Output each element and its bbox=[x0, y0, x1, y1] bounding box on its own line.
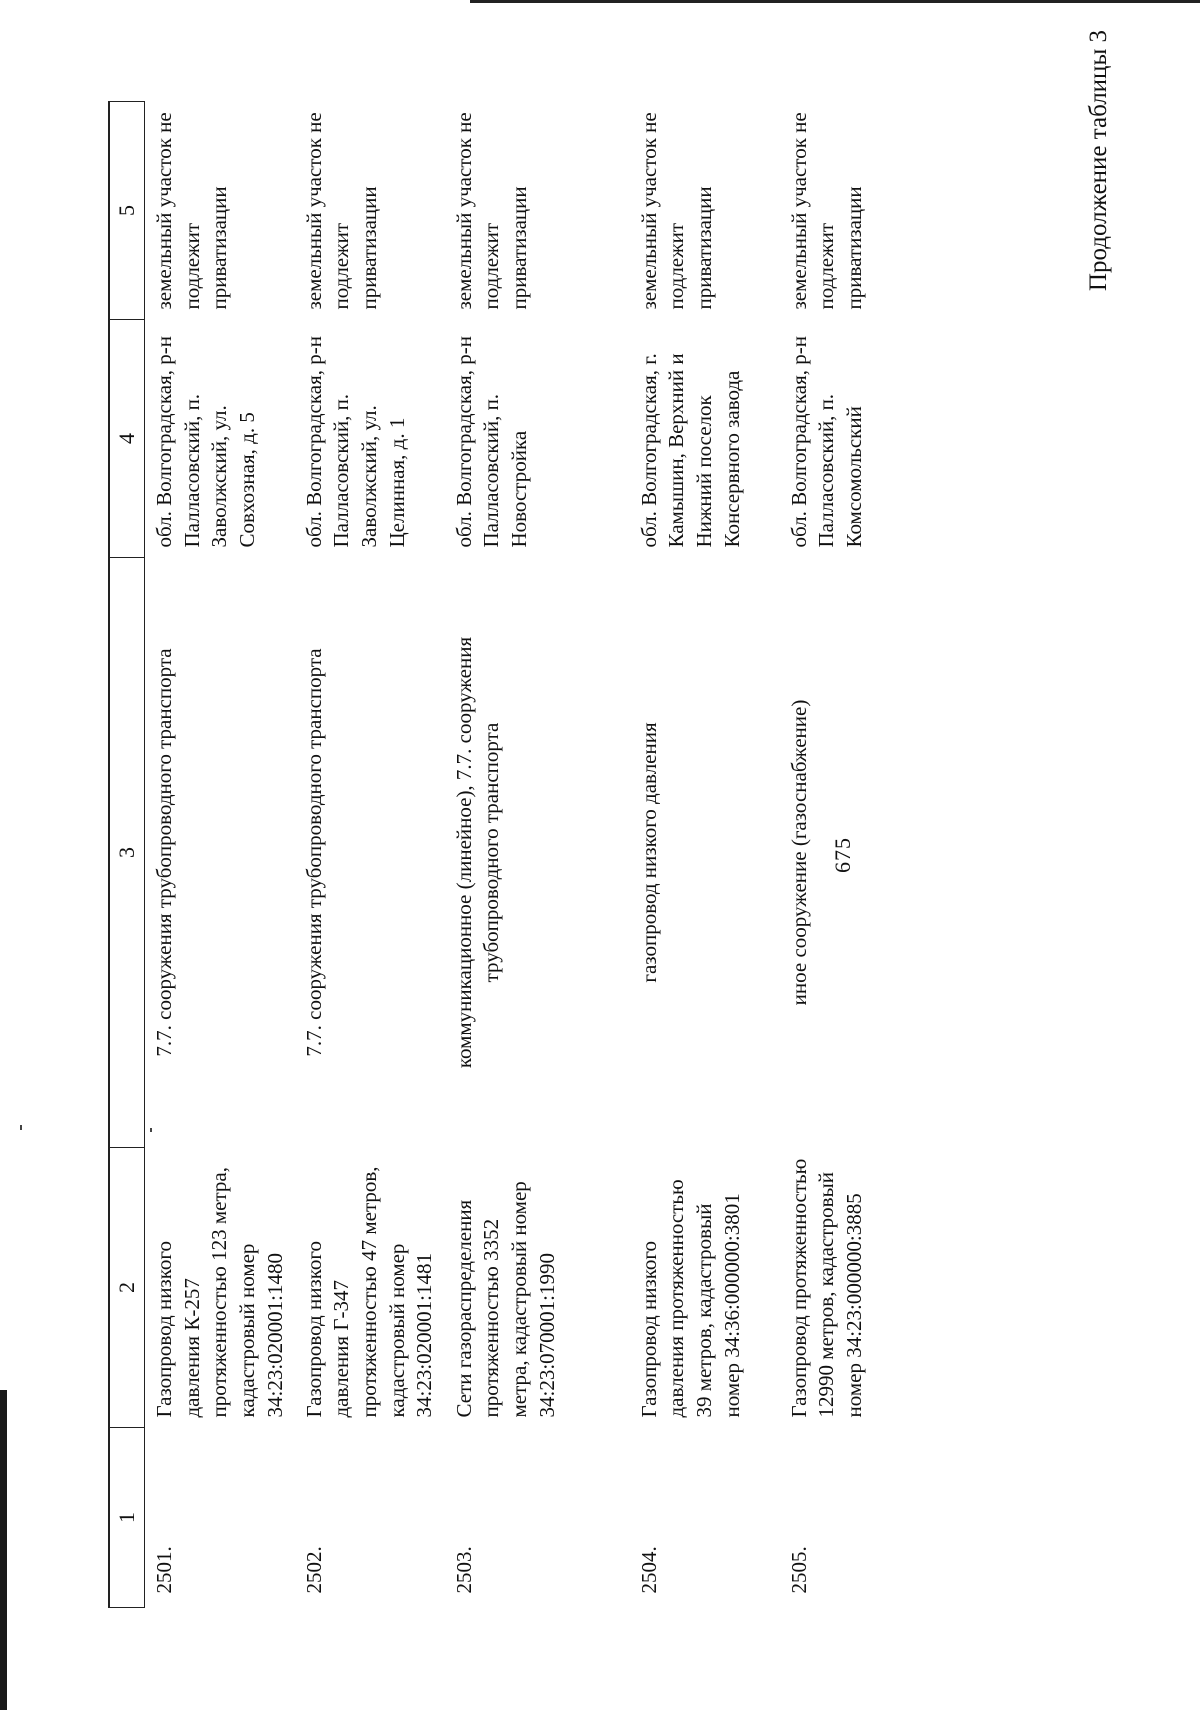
column-header: 1 bbox=[109, 1428, 145, 1608]
table-row bbox=[630, 102, 780, 1608]
column-header: 4 bbox=[109, 320, 145, 558]
row-note: земельный участок не подлежит приватизации bbox=[451, 112, 531, 310]
row-number: 2505. bbox=[786, 1546, 811, 1594]
row-name: Газопровод низкого давления протяженностью 39 метров, кадастровый номер 34:36:000000:3801 bbox=[636, 1179, 744, 1418]
table-row bbox=[445, 102, 630, 1608]
column-header: 5 bbox=[109, 102, 145, 320]
row-purpose: 7.7. сооружения трубопроводного транспорта bbox=[152, 648, 176, 1057]
row-address: обл. Волгоградская, р-н Палласовский, п. Комсомольский bbox=[786, 336, 866, 548]
row-address: обл. Волгоградская, р-н Палласовский, п. Заволжский, ул. Целинная, д. 1 bbox=[301, 336, 409, 548]
row-number: 2504. bbox=[636, 1546, 661, 1594]
row-note: земельный участок не подлежит приватизации bbox=[301, 112, 381, 310]
row-name: Газопровод низкого давления К-257 протяженностью 123 метра, кадастровый номер 34:23:020001:1480 bbox=[152, 1167, 287, 1418]
row-address: обл. Волгоградская, г. Камышин, Верхний и Нижний поселок Консервного завода bbox=[636, 353, 744, 548]
continuation-title: Продолжение таблицы 3 bbox=[1085, 30, 1112, 292]
row-purpose: 7.7. сооружения трубопроводного транспорта bbox=[301, 648, 326, 1057]
column-header: 2 bbox=[109, 1148, 145, 1428]
page-number: 675 bbox=[830, 837, 855, 873]
row-purpose: коммуникационное (линейное), 7.7. сооружения трубопроводного транспорта bbox=[451, 636, 504, 1069]
property-table bbox=[108, 101, 890, 1608]
row-number: 2503. bbox=[451, 1546, 476, 1594]
table-row bbox=[295, 102, 445, 1608]
table-row bbox=[145, 102, 295, 1608]
row-address: обл. Волгоградская, р-н Палласовский, п. Заволжский, ул. Совхозная, д. 5 bbox=[152, 336, 260, 548]
table-row bbox=[780, 102, 890, 1608]
row-note: земельный участок не подлежит приватизации bbox=[786, 112, 866, 310]
table-header-row bbox=[109, 102, 145, 1608]
row-name: Газопровод протяженностью 12990 метров, кадастровый номер 34:23:000000:3885 bbox=[786, 1158, 866, 1418]
row-note: земельный участок не подлежит приватизации bbox=[152, 112, 232, 310]
row-note: земельный участок не подлежит приватизации bbox=[636, 112, 716, 310]
row-purpose: газопровод низкого давления bbox=[636, 722, 661, 983]
row-purpose: иное сооружение (газоснабжение) bbox=[786, 699, 811, 1006]
row-address: обл. Волгоградская, р-н Палласовский, п. Новостройка bbox=[451, 336, 531, 548]
row-number: 2501. bbox=[152, 1546, 176, 1594]
row-number: 2502. bbox=[301, 1546, 326, 1594]
row-name: Газопровод низкого давления Г-347 протяженностью 47 метров, кадастровый номер 34:23:020001:1481 bbox=[301, 1166, 437, 1418]
column-header: 3 bbox=[109, 558, 145, 1148]
row-name: Сети газораспределения протяженностью 3352 метра, кадастровый номер 34:23:070001:1990 bbox=[451, 1181, 559, 1418]
